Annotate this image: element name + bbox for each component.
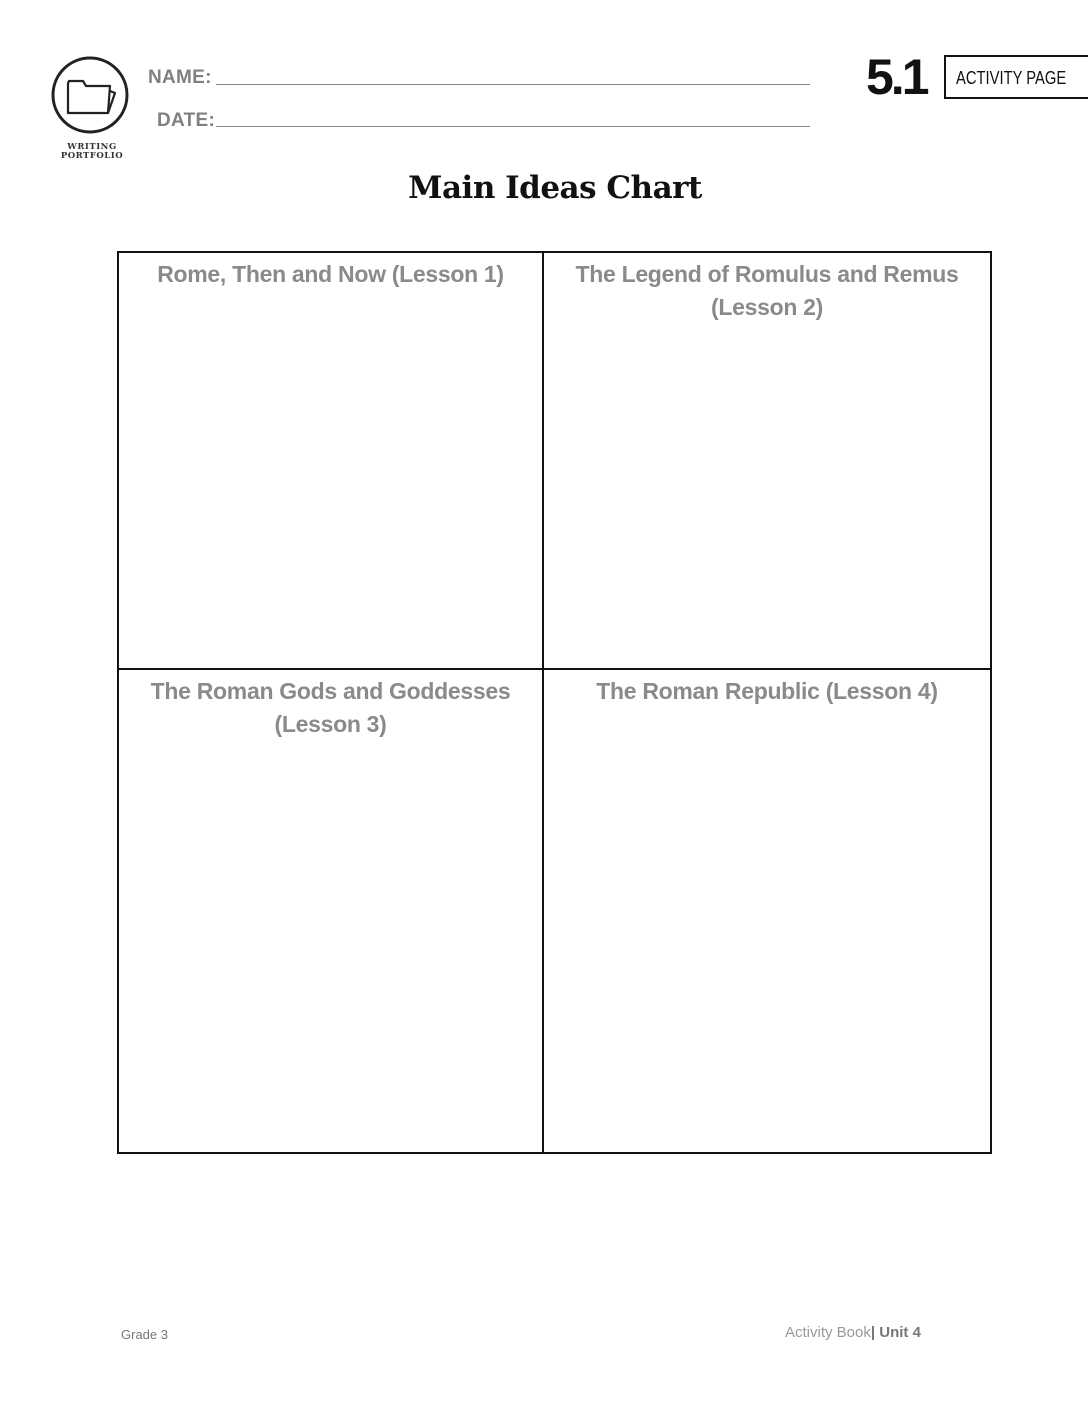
cell-heading: The Legend of Romulus and Remus (Lesson 2) [575,261,959,320]
cell-heading: The Roman Gods and Goddesses (Lesson 3) [150,678,511,737]
logo-caption-line2: PORTFOLIO [60,151,124,161]
page-number: 5.1 [866,49,927,105]
activity-page-label: ACTIVITY PAGE [956,68,1067,88]
footer-book-info [785,1324,921,1341]
logo-caption-line1: WRITING [67,142,117,152]
page-title: Main Ideas Chart [408,170,702,206]
footer-unit: Unit 4 [879,1324,921,1341]
footer-separator: | [870,1324,876,1341]
name-label: NAME: [148,67,212,88]
chart-cell-lesson-1[interactable] [119,253,544,670]
cell-heading: Rome, Then and Now (Lesson 1) [157,261,504,287]
cell-heading: The Roman Republic (Lesson 4) [596,678,938,704]
chart-cell-lesson-2[interactable] [544,253,990,670]
name-line[interactable] [216,84,810,85]
chart-cell-lesson-4[interactable] [544,670,990,1152]
date-line[interactable] [216,126,810,127]
folder-icon [50,55,130,135]
date-label: DATE: [157,110,216,131]
writing-portfolio-logo [50,55,130,135]
footer-book: Activity Book [785,1324,871,1341]
activity-page-box [944,55,1088,99]
chart-cell-lesson-3[interactable] [119,670,544,1152]
footer-grade: Grade 3 [121,1327,168,1342]
logo-caption [50,143,134,161]
main-ideas-chart [117,251,992,1154]
